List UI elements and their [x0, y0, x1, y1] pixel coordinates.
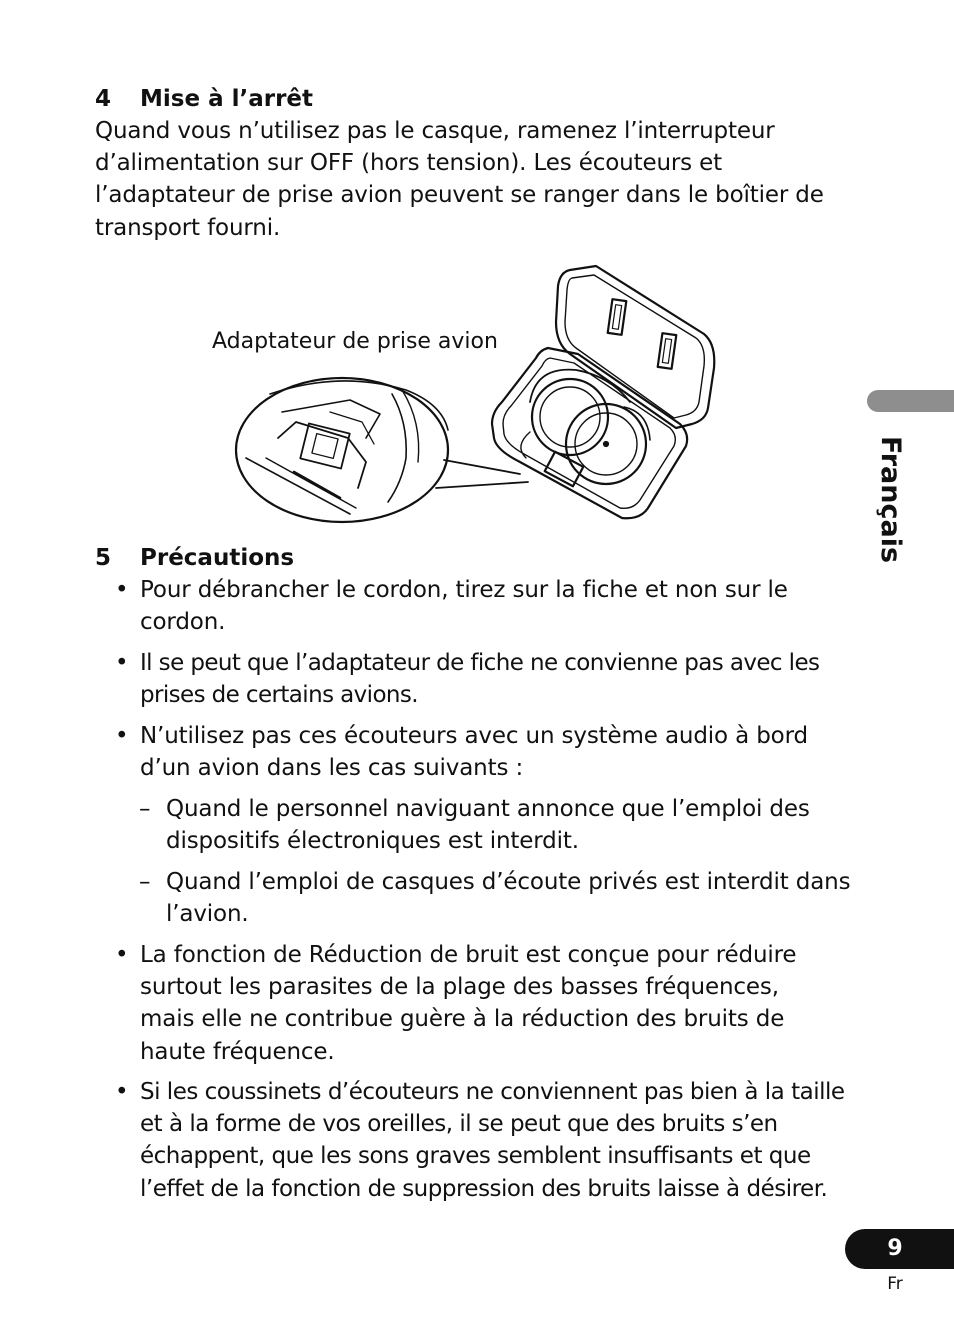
- section-5-heading: [95, 542, 294, 574]
- figure-caption: Adaptateur de prise avion: [212, 329, 498, 354]
- section-4-title: Mise à l’arrêt: [140, 86, 314, 112]
- bullet-marker: •: [115, 942, 129, 968]
- section-5-title: Précautions: [140, 545, 295, 571]
- precaution-sub-item: Quand le personnel naviguant annonce que l’emploi des dispositifs électroniques est interdit.: [166, 796, 810, 855]
- section-4-heading: [95, 83, 313, 115]
- dash-marker: –: [139, 869, 151, 895]
- page-number: 9: [887, 1236, 903, 1261]
- language-code: Fr: [887, 1274, 903, 1294]
- precaution-item: Si les coussinets d’écouteurs ne conviennent pas bien à la taille et à la forme de vos oreilles, il se peut que des bruits s’en échappent, que les sons graves semblent insuffisants et que l’effet de la fonction de suppression des bruits laisse à désirer.: [140, 1079, 845, 1202]
- precaution-item: Il se peut que l’adaptateur de fiche ne convienne pas avec les prises de certains avions.: [140, 650, 820, 709]
- carrying-case-figure: [212, 262, 720, 530]
- precaution-item: La fonction de Réduction de bruit est conçue pour réduire surtout les parasites de la plage des basses fréquences, mais elle ne contribue guère à la réduction des bruits de haute fréquence.: [140, 942, 797, 1065]
- bullet-marker: •: [115, 1079, 129, 1105]
- section-5-number: 5: [95, 545, 112, 571]
- language-side-label: [864, 436, 912, 586]
- section-4-body: Quand vous n’utilisez pas le casque, ramenez l’interrupteur d’alimentation sur OFF (hors tension). Les écouteurs et l’adaptateur de prise avion peuvent se ranger dans le boîtier de transport fourni.: [95, 118, 824, 241]
- magnified-detail: [236, 378, 528, 522]
- precaution-sub-item: Quand l’emploi de casques d’écoute privés est interdit dans l’avion.: [166, 869, 851, 928]
- bullet-marker: •: [115, 577, 129, 603]
- language-tab-marker: [867, 390, 954, 412]
- carrying-case-illustration: [230, 262, 720, 530]
- section-4-number: 4: [95, 86, 112, 112]
- bullet-marker: •: [115, 723, 129, 749]
- language-label-text: Français: [875, 436, 906, 564]
- bullet-marker: •: [115, 650, 129, 676]
- precaution-item: Pour débrancher le cordon, tirez sur la fiche et non sur le cordon.: [140, 577, 788, 636]
- precaution-item: N’utilisez pas ces écouteurs avec un système audio à bord d’un avion dans les cas suivants :: [140, 723, 808, 782]
- dash-marker: –: [139, 796, 151, 822]
